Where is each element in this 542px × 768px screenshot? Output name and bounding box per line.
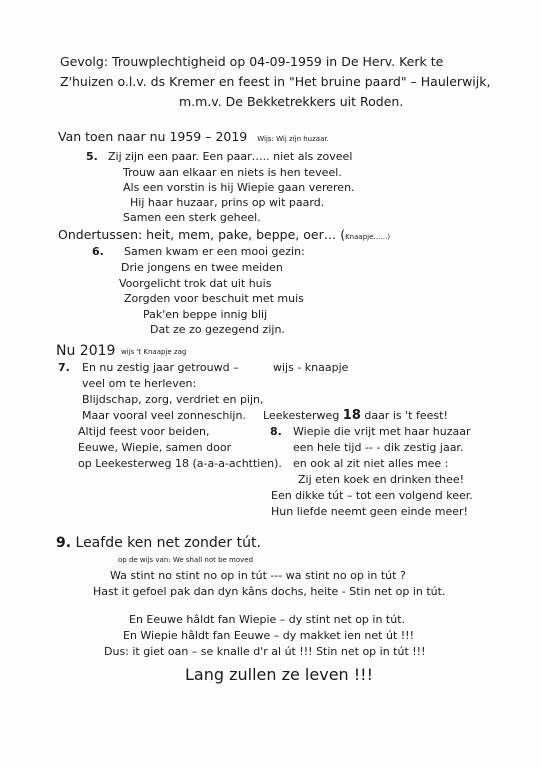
section1-title-text: Van toen naar nu 1959 – 2019 [58,129,248,144]
verse5-number: 5. [86,150,98,163]
interlude-text: Ondertussen: heit, mem, pake, beppe, oer… ( [58,227,346,242]
verse5-line: Trouw aan elkaar en niets is hen teveel. [123,166,342,179]
aside-place [263,409,448,422]
aside-place-prefix: Leekesterweg [263,409,343,422]
verse7-line: Blijdschap, zorg, verdriet en pijn, [82,393,264,406]
header-line-3: m.m.v. De Bekketrekkers uit Roden. [179,94,404,109]
header-line-2: Z'huizen o.l.v. ds Kremer en feest in "Het bruine paard" – Haulerwijk, [60,74,491,89]
section1-title [58,131,329,144]
verse7-number: 7. [58,361,70,374]
verse5-line: Als een vorstin is hij Wiepie gaan vereren. [123,181,355,194]
verse6-line: Samen kwam er een mooi gezin: [124,245,305,258]
verse8-number: 8. [270,425,282,438]
aside-place-number: 18 [342,408,361,423]
verse8-line: Hun liefde neemt geen einde meer! [271,505,468,518]
verse5-line: Samen een sterk geheel. [123,211,261,224]
verse6-line: Voorgelicht trok dat uit huis [119,277,272,290]
verse9-line: En Eeuwe hâldt fan Wiepie – dy stint net op in tút. [129,613,406,626]
verse9-line: En Wiepie hâldt fan Eeuwe – dy makket ien net út !!! [123,629,414,642]
section2-tune: wijs 't Knaapje zag [121,348,187,356]
verse6-line: Zorgden voor beschuit met muis [124,292,304,305]
verse6-line: Drie jongens en twee meiden [121,261,283,274]
verse6-line: Pak'en beppe innig blij [143,308,268,321]
verse7-line: Eeuwe, Wiepie, samen door [78,441,232,454]
section2-title: Nu 2019 [56,343,116,359]
verse8-line: een hele tijd -- - dik zestig jaar. [293,441,464,454]
verse6-line: Dat ze zo gezegend zijn. [150,323,285,336]
aside-tune: wijs - knaapje [273,361,349,374]
verse7-line: veel om te herleven: [82,377,197,390]
verse9-tune: op de wijs van: We shall not be moved [118,556,254,564]
verse8-line: en ook al zit niet alles mee : [293,457,449,470]
closing-line: Lang zullen ze leven !!! [185,665,373,684]
aside-place-suffix: daar is 't feest! [360,409,448,422]
verse5-line: Hij haar huzaar, prins op wit paard. [130,196,325,209]
verse9-title: Leafde ken net zonder tút. [75,535,261,551]
verse9-line: Hast it gefoel pak dan dyn kâns dochs, heite - Stin net op in tút. [93,585,446,598]
section1-tune: Wijs: Wij zijn huzaar. [257,135,329,143]
verse9-line: Dus: it giet oan – se knalle d'r al út !!! Stin net op in tút !!! [104,645,426,658]
interlude-line [58,229,390,242]
verse7-line: Altijd feest voor beiden, [78,425,210,438]
verse8-line: Wiepie die vrijt met haar huzaar [293,425,471,438]
verse9-number: 9. [56,535,72,551]
verse7-line: Maar vooral veel zonneschijn. [82,409,246,422]
verse7-line: En nu zestig jaar getrouwd – [82,361,239,374]
interlude-tune: Knaapje……) [345,233,391,241]
header-line-1: Gevolg: Trouwplechtigheid op 04-09-1959 in De Herv. Kerk te [60,54,444,69]
verse7-line: op Leekesterweg 18 (a-a-a-achttien). [78,457,282,470]
verse8-line: Zij eten koek en drinken thee! [298,473,465,486]
verse5-line: Zij zijn een paar. Een paar….. niet als zoveel [108,150,353,163]
verse8-line: Een dikke tút – tot een volgend keer. [271,489,473,502]
verse9-line: Wa stint no stint no op in tút --- wa stint no op in tút ? [110,569,406,582]
verse6-number: 6. [92,245,104,258]
verse9-heading [56,536,261,550]
